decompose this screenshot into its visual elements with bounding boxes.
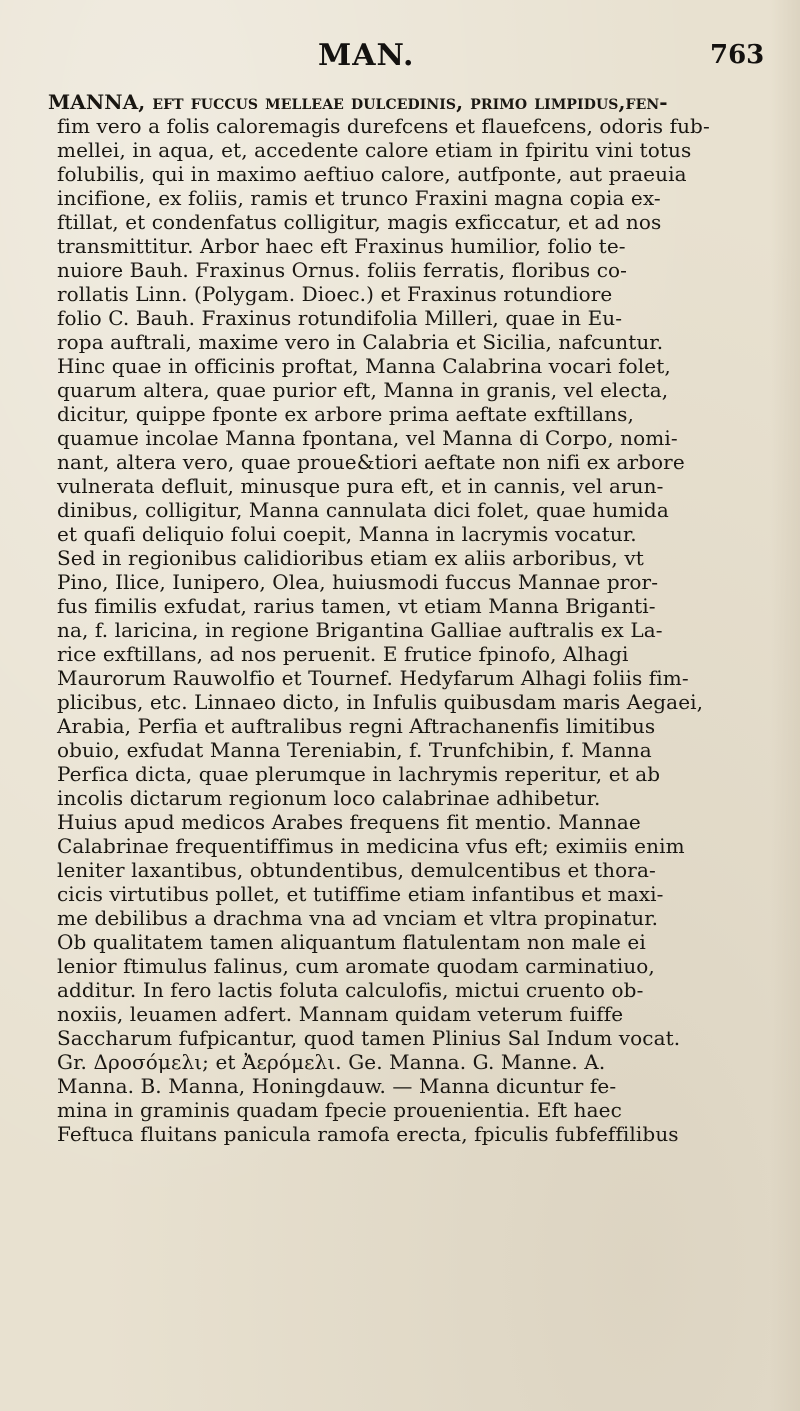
text-line: Perfica dicta, quae plerumque in lachrymis reperitur, et ab bbox=[57, 762, 661, 786]
text-line: additur. In fero lactis foluta calculofis, mictui cruento ob- bbox=[57, 978, 644, 1002]
text-line: transmittitur. Arbor haec eft Fraxinus humilior, folio te- bbox=[57, 234, 626, 258]
text-line: Arabia, Perfia et auftralibus regni Aftrachanenfis limitibus bbox=[57, 714, 656, 738]
text-line: nant, altera vero, quae proue&tiori aeftate non nifi ex arbore bbox=[57, 450, 685, 474]
text-line: nuiore Bauh. Fraxinus Ornus. foliis ferratis, floribus co- bbox=[57, 258, 628, 282]
text-line: et quafi deliquio folui coepit, Manna in lacrymis vocatur. bbox=[57, 522, 637, 546]
text-line: rice exftillans, ad nos peruenit. E frutice fpinofo, Alhagi bbox=[57, 642, 629, 666]
text-line: fus fimilis exfudat, rarius tamen, vt etiam Manna Briganti- bbox=[57, 594, 656, 618]
text-line: folio C. Bauh. Fraxinus rotundifolia Milleri, quae in Eu- bbox=[57, 306, 623, 330]
text-line: incolis dictarum regionum loco calabrinae adhibetur. bbox=[57, 786, 601, 810]
text-line: ropa auftrali, maxime vero in Calabria et Sicilia, nafcuntur. bbox=[57, 330, 664, 354]
text-line: noxiis, leuamen adfert. Mannam quidam veterum fuiffe bbox=[57, 1002, 624, 1026]
text-line: plicibus, etc. Linnaeo dicto, in Infulis quibusdam maris Aegaei, bbox=[57, 690, 704, 714]
text-line: rollatis Linn. (Polygam. Dioec.) et Fraxinus rotundiore bbox=[57, 282, 613, 306]
page-number: 763 bbox=[710, 40, 765, 70]
text-line: dicitur, quippe fponte ex arbore prima aeftate exftillans, bbox=[57, 402, 634, 426]
text-line: Maurorum Rauwolfio et Tournef. Hedyfarum Alhagi foliis fim- bbox=[57, 666, 689, 690]
text-line: folubilis, qui in maximo aeftiuo calore, autfponte, aut praeuia bbox=[57, 162, 687, 186]
text-line: me debilibus a drachma vna ad vnciam et vltra propinatur. bbox=[57, 906, 659, 930]
text-line: na, f. laricina, in regione Brigantina Galliae auftralis ex La- bbox=[57, 618, 663, 642]
text-line: fim vero a folis caloremagis durefcens et flauefcens, odoris fub- bbox=[57, 114, 710, 138]
running-head: MAN. bbox=[318, 38, 415, 73]
page-edge-shadow bbox=[770, 0, 800, 1411]
text-line: Calabrinae frequentiffimus in medicina vfus eft; eximiis enim bbox=[57, 834, 685, 858]
text-line: lenior ftimulus falinus, cum aromate quodam carminatiuo, bbox=[57, 954, 655, 978]
text-line: mina in graminis quadam fpecie prouenientia. Eft haec bbox=[57, 1098, 622, 1122]
text-line: Feftuca fluitans panicula ramofa erecta, fpiculis fubfeffilibus bbox=[57, 1122, 679, 1146]
text-line: Pino, Ilice, Iunipero, Olea, huiusmodi fuccus Mannae pror- bbox=[57, 570, 659, 594]
text-line: Manna. B. Manna, Honingdauw. — Manna dicuntur fe- bbox=[57, 1074, 617, 1098]
text-line: MANNA, eft fuccus melleae dulcedinis, primo limpidus,fen- bbox=[48, 90, 668, 114]
text-line: dinibus, colligitur, Manna cannulata dici folet, quae humida bbox=[57, 498, 669, 522]
text-line: leniter laxantibus, obtundentibus, demulcentibus et thora- bbox=[57, 858, 656, 882]
text-line: obuio, exfudat Manna Tereniabin, f. Trunfchibin, f. Manna bbox=[57, 738, 652, 762]
text-line: quamue incolae Manna fpontana, vel Manna di Corpo, nomi- bbox=[57, 426, 678, 450]
text-line: Gr. Δροσόμελι; et Ἀερόμελι. Ge. Manna. G. Manne. A. bbox=[57, 1050, 606, 1074]
page-header bbox=[0, 38, 800, 78]
text-line: Saccharum fufpicantur, quod tamen Plinius Sal Indum vocat. bbox=[57, 1026, 681, 1050]
text-line: Hinc quae in officinis proftat, Manna Calabrina vocari folet, bbox=[57, 354, 671, 378]
text-line: mellei, in aqua, et, accedente calore etiam in fpiritu vini totus bbox=[57, 138, 692, 162]
text-line: ftillat, et condenfatus colligitur, magis exficcatur, et ad nos bbox=[57, 210, 662, 234]
text-line: Sed in regionibus calidioribus etiam ex aliis arboribus, vt bbox=[57, 546, 644, 570]
text-line: vulnerata defluit, minusque pura eft, et in cannis, vel arun- bbox=[57, 474, 664, 498]
text-line: Ob qualitatem tamen aliquantum flatulentam non male ei bbox=[57, 930, 646, 954]
text-line: incifione, ex foliis, ramis et trunco Fraxini magna copia ex- bbox=[57, 186, 661, 210]
text-line: cicis virtutibus pollet, et tutiffime etiam infantibus et maxi- bbox=[57, 882, 664, 906]
text-line: Huius apud medicos Arabes frequens fit mentio. Mannae bbox=[57, 810, 641, 834]
text-line: quarum altera, quae purior eft, Manna in granis, vel electa, bbox=[57, 378, 669, 402]
